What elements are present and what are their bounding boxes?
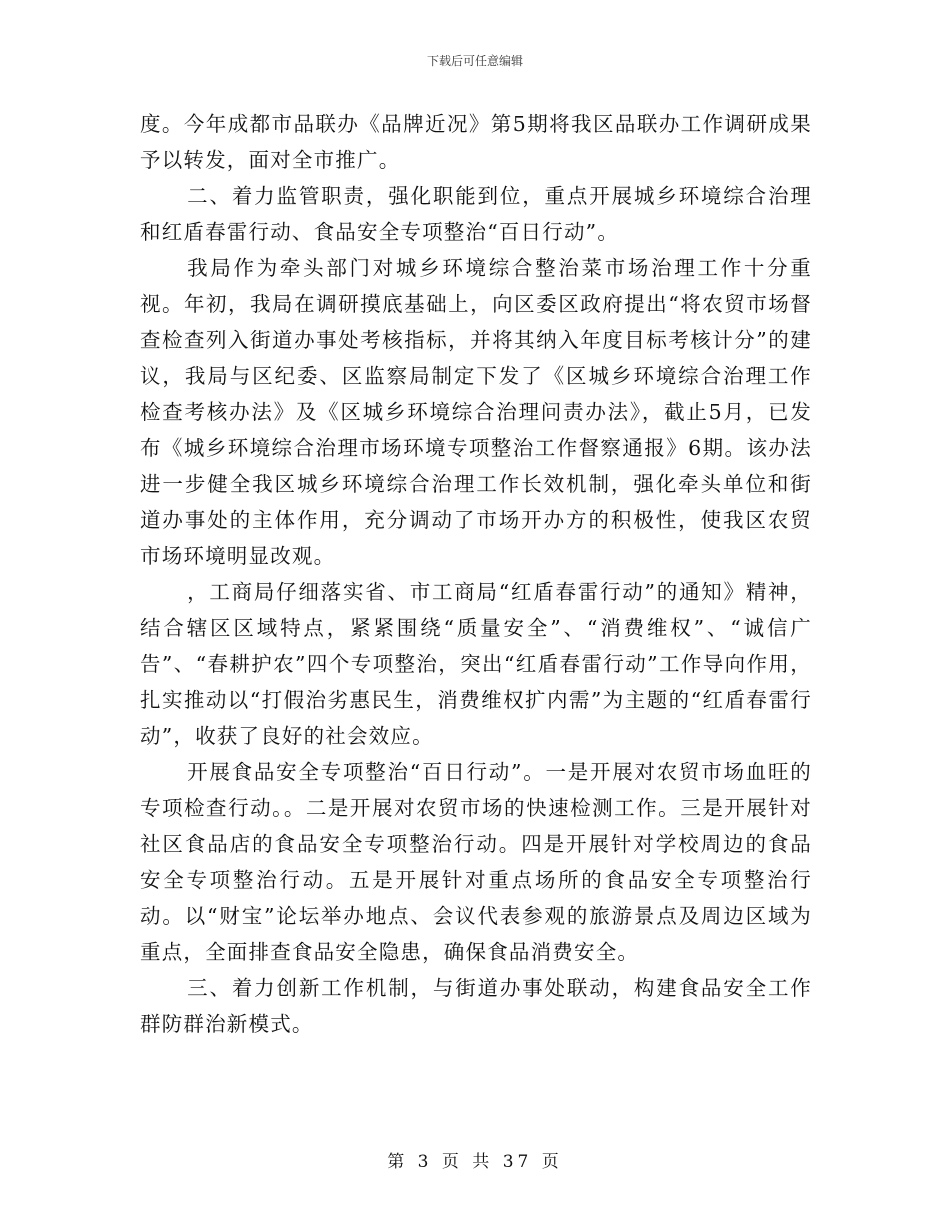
paragraph-food-safety-campaign: 开展食品安全专项整治“百日行动”。一是开展对农贸市场血旺的专项检查行动。。二是开展对农贸市场的快速检测工作。三是开展针对社区食品店的食品安全专项整治行动。四是开展针对学校周边的食品安全专项整治行动。五是开展针对重点场所的食品安全专项整治行动。以“财宝”论坛举办地点、会议代表参观的旅游景点及周边区域为重点，全面排查食品安全隐患，确保食品消费安全。: [140, 760, 812, 964]
page-number-footer: 第 3 页 共 37 页: [387, 1152, 563, 1172]
paragraph-continuation: 度。今年成都市品联办《品牌近况》第5期将我区品联办工作调研成果予以转发，面对全市推广。: [140, 112, 812, 172]
page-header: 下载后可任意编辑: [426, 54, 523, 68]
paragraph-red-shield-action: ，工商局仔细落实省、市工商局“红盾春雷行动”的通知》精神，结合辖区区域特点，紧紧围绕“质量安全”、“消费维权”、“诚信广告”、“春耕护农”四个专项整治，突出“红盾春雷行动”工作导向作用，扎实推动以“打假治劣惠民生，消费维权扩内需”为主题的“红盾春雷行动”，收获了良好的社会效应。: [140, 580, 812, 748]
section-heading-three: 三、着力创新工作机制，与街道办事处联动，构建食品安全工作群防群治新模式。: [140, 976, 812, 1036]
document-body: [140, 106, 812, 1042]
paragraph-market-governance: 我局作为牵头部门对城乡环境综合整治菜市场治理工作十分重视。年初，我局在调研摸底基础上，向区委区政府提出“将农贸市场督查检查列入街道办事处考核指标，并将其纳入年度目标考核计分”的建议，我局与区纪委、区监察局制定下发了《区城乡环境综合治理工作检查考核办法》及《区城乡环境综合治理问责办法》，截止5月，已发布《城乡环境综合治理市场环境专项整治工作督察通报》6期。该办法进一步健全我区城乡环境综合治理工作长效机制，强化牵头单位和街道办事处的主体作用，充分调动了市场开办方的积极性，使我区农贸市场环境明显改观。: [140, 256, 812, 568]
section-heading-two: 二、着力监管职责，强化职能到位，重点开展城乡环境综合治理和红盾春雷行动、食品安全专项整治“百日行动”。: [140, 184, 812, 244]
